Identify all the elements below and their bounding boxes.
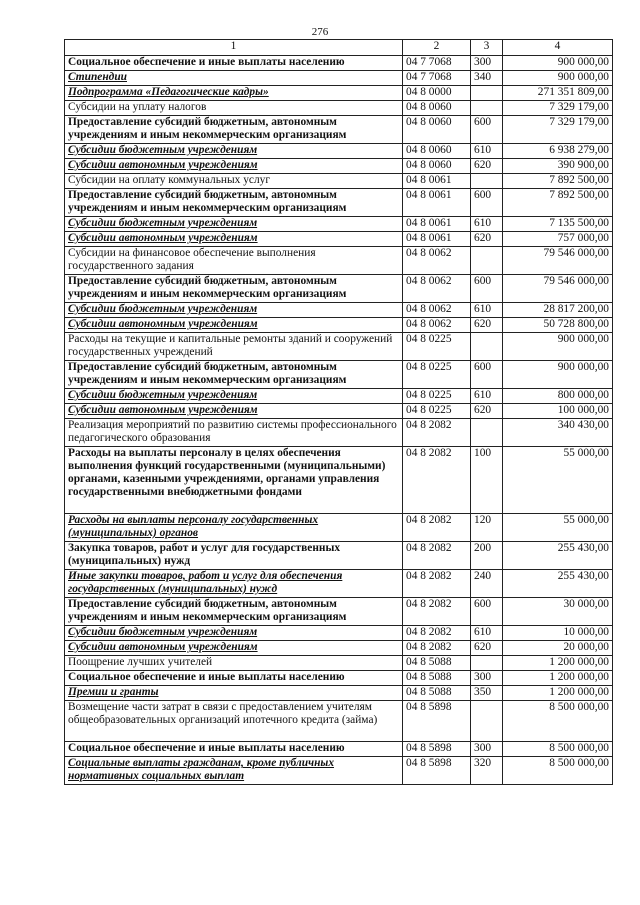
table-row bbox=[65, 656, 613, 671]
row-amount: 28 817 200,00 bbox=[503, 303, 613, 318]
row-amount: 100 000,00 bbox=[503, 404, 613, 419]
table-row bbox=[65, 514, 613, 542]
row-kvr bbox=[471, 247, 503, 275]
table-row bbox=[65, 419, 613, 447]
row-name: Подпрограмма «Педагогические кадры» bbox=[65, 86, 403, 101]
row-amount: 800 000,00 bbox=[503, 389, 613, 404]
row-kvr bbox=[471, 701, 503, 742]
row-amount: 900 000,00 bbox=[503, 71, 613, 86]
row-name: Иные закупки товаров, работ и услуг для обеспечения государственных (муниципальных) нужд bbox=[65, 570, 403, 598]
table-row bbox=[65, 275, 613, 303]
row-code: 04 8 0061 bbox=[403, 217, 471, 232]
row-code: 04 8 2082 bbox=[403, 419, 471, 447]
row-kvr: 610 bbox=[471, 303, 503, 318]
row-code: 04 8 0060 bbox=[403, 144, 471, 159]
table-row bbox=[65, 361, 613, 389]
row-kvr: 320 bbox=[471, 757, 503, 785]
table-row bbox=[65, 686, 613, 701]
row-name: Предоставление субсидий бюджетным, автономным учреждениям и иным некоммерческим организациям bbox=[65, 116, 403, 144]
row-name: Субсидии бюджетным учреждениям bbox=[65, 303, 403, 318]
row-amount: 7 892 500,00 bbox=[503, 189, 613, 217]
row-code: 04 8 0225 bbox=[403, 389, 471, 404]
row-amount: 8 500 000,00 bbox=[503, 701, 613, 742]
row-kvr: 300 bbox=[471, 671, 503, 686]
row-code: 04 8 5898 bbox=[403, 757, 471, 785]
row-name: Социальные выплаты гражданам, кроме публичных нормативных социальных выплат bbox=[65, 757, 403, 785]
row-kvr: 240 bbox=[471, 570, 503, 598]
table-row bbox=[65, 217, 613, 232]
row-amount: 30 000,00 bbox=[503, 598, 613, 626]
budget-table bbox=[64, 39, 613, 785]
row-kvr bbox=[471, 174, 503, 189]
row-amount: 20 000,00 bbox=[503, 641, 613, 656]
row-kvr: 620 bbox=[471, 641, 503, 656]
row-amount: 7 135 500,00 bbox=[503, 217, 613, 232]
row-name: Стипендии bbox=[65, 71, 403, 86]
row-name: Поощрение лучших учителей bbox=[65, 656, 403, 671]
row-amount: 900 000,00 bbox=[503, 56, 613, 71]
row-amount: 255 430,00 bbox=[503, 570, 613, 598]
row-code: 04 8 0062 bbox=[403, 275, 471, 303]
row-kvr: 610 bbox=[471, 389, 503, 404]
row-kvr: 620 bbox=[471, 159, 503, 174]
table-row bbox=[65, 189, 613, 217]
table-row bbox=[65, 701, 613, 742]
row-code: 04 8 0061 bbox=[403, 189, 471, 217]
row-kvr bbox=[471, 86, 503, 101]
table-header bbox=[65, 40, 613, 56]
row-name: Субсидии на финансовое обеспечение выполнения государственного задания bbox=[65, 247, 403, 275]
row-code: 04 8 2082 bbox=[403, 447, 471, 514]
row-code: 04 8 2082 bbox=[403, 641, 471, 656]
page-number: 276 bbox=[311, 26, 329, 38]
row-amount: 757 000,00 bbox=[503, 232, 613, 247]
row-name: Предоставление субсидий бюджетным, автономным учреждениям и иным некоммерческим организациям bbox=[65, 598, 403, 626]
row-name: Расходы на выплаты персоналу государственных (муниципальных) органов bbox=[65, 514, 403, 542]
row-kvr bbox=[471, 419, 503, 447]
row-kvr: 610 bbox=[471, 144, 503, 159]
column-header-amount: 4 bbox=[503, 40, 613, 56]
row-kvr: 620 bbox=[471, 232, 503, 247]
row-kvr: 610 bbox=[471, 626, 503, 641]
row-amount: 1 200 000,00 bbox=[503, 686, 613, 701]
table-row bbox=[65, 101, 613, 116]
row-code: 04 8 2082 bbox=[403, 570, 471, 598]
row-code: 04 8 0062 bbox=[403, 247, 471, 275]
table-row bbox=[65, 626, 613, 641]
row-amount: 8 500 000,00 bbox=[503, 742, 613, 757]
row-code: 04 8 5898 bbox=[403, 742, 471, 757]
row-amount: 50 728 800,00 bbox=[503, 318, 613, 333]
table-row bbox=[65, 232, 613, 247]
row-name: Субсидии автономным учреждениям bbox=[65, 641, 403, 656]
row-amount: 271 351 809,00 bbox=[503, 86, 613, 101]
row-code: 04 8 0225 bbox=[403, 333, 471, 361]
table-row bbox=[65, 389, 613, 404]
table-row bbox=[65, 318, 613, 333]
row-name: Субсидии автономным учреждениям bbox=[65, 318, 403, 333]
table-row bbox=[65, 144, 613, 159]
table-row bbox=[65, 404, 613, 419]
row-amount: 1 200 000,00 bbox=[503, 656, 613, 671]
row-code: 04 8 0225 bbox=[403, 361, 471, 389]
row-name: Социальное обеспечение и иные выплаты населению bbox=[65, 56, 403, 71]
row-amount: 55 000,00 bbox=[503, 447, 613, 514]
table-row bbox=[65, 86, 613, 101]
row-kvr: 600 bbox=[471, 116, 503, 144]
row-code: 04 8 0000 bbox=[403, 86, 471, 101]
row-name: Субсидии на оплату коммунальных услуг bbox=[65, 174, 403, 189]
row-name: Закупка товаров, работ и услуг для государственных (муниципальных) нужд bbox=[65, 542, 403, 570]
row-kvr: 340 bbox=[471, 71, 503, 86]
row-code: 04 8 5898 bbox=[403, 701, 471, 742]
row-code: 04 8 0060 bbox=[403, 116, 471, 144]
row-kvr bbox=[471, 656, 503, 671]
table-row bbox=[65, 641, 613, 656]
table-row bbox=[65, 303, 613, 318]
row-code: 04 8 0062 bbox=[403, 318, 471, 333]
table-row bbox=[65, 757, 613, 785]
row-code: 04 8 2082 bbox=[403, 626, 471, 641]
header-row bbox=[65, 40, 613, 56]
row-amount: 79 546 000,00 bbox=[503, 247, 613, 275]
table-row bbox=[65, 671, 613, 686]
row-name: Предоставление субсидий бюджетным, автономным учреждениям и иным некоммерческим организациям bbox=[65, 189, 403, 217]
column-header-kvr: 3 bbox=[471, 40, 503, 56]
row-kvr: 620 bbox=[471, 318, 503, 333]
row-amount: 900 000,00 bbox=[503, 361, 613, 389]
table-body bbox=[65, 56, 613, 785]
row-amount: 8 500 000,00 bbox=[503, 757, 613, 785]
row-code: 04 8 2082 bbox=[403, 514, 471, 542]
row-kvr: 300 bbox=[471, 56, 503, 71]
row-kvr bbox=[471, 333, 503, 361]
row-code: 04 8 0060 bbox=[403, 159, 471, 174]
table-row bbox=[65, 598, 613, 626]
row-kvr: 350 bbox=[471, 686, 503, 701]
row-name: Предоставление субсидий бюджетным, автономным учреждениям и иным некоммерческим организациям bbox=[65, 275, 403, 303]
table-row bbox=[65, 570, 613, 598]
row-name: Субсидии автономным учреждениям bbox=[65, 404, 403, 419]
table-row bbox=[65, 159, 613, 174]
row-kvr: 120 bbox=[471, 514, 503, 542]
table-row bbox=[65, 247, 613, 275]
row-name: Социальное обеспечение и иные выплаты населению bbox=[65, 671, 403, 686]
row-amount: 10 000,00 bbox=[503, 626, 613, 641]
table-row bbox=[65, 71, 613, 86]
row-kvr: 600 bbox=[471, 598, 503, 626]
row-kvr: 100 bbox=[471, 447, 503, 514]
row-amount: 340 430,00 bbox=[503, 419, 613, 447]
row-name: Предоставление субсидий бюджетным, автономным учреждениям и иным некоммерческим организациям bbox=[65, 361, 403, 389]
column-header-code: 2 bbox=[403, 40, 471, 56]
row-amount: 7 329 179,00 bbox=[503, 101, 613, 116]
row-name: Возмещение части затрат в связи с предоставлением учителям общеобразовательных организаций ипотечного кредита (займа) bbox=[65, 701, 403, 742]
table-row bbox=[65, 56, 613, 71]
row-kvr: 610 bbox=[471, 217, 503, 232]
row-name: Субсидии бюджетным учреждениям bbox=[65, 217, 403, 232]
row-name: Расходы на выплаты персоналу в целях обеспечения выполнения функций государственными (муниципальными) органами, казенными учреждениями, органами управления государственными внебюджетными фондами bbox=[65, 447, 403, 514]
row-code: 04 8 0061 bbox=[403, 174, 471, 189]
row-code: 04 8 0061 bbox=[403, 232, 471, 247]
row-code: 04 8 5088 bbox=[403, 671, 471, 686]
row-amount: 255 430,00 bbox=[503, 542, 613, 570]
row-name: Субсидии автономным учреждениям bbox=[65, 159, 403, 174]
row-kvr bbox=[471, 101, 503, 116]
row-amount: 79 546 000,00 bbox=[503, 275, 613, 303]
row-kvr: 600 bbox=[471, 189, 503, 217]
table-row bbox=[65, 542, 613, 570]
row-name: Расходы на текущие и капитальные ремонты зданий и сооружений государственных учреждений bbox=[65, 333, 403, 361]
table-row bbox=[65, 174, 613, 189]
row-code: 04 7 7068 bbox=[403, 56, 471, 71]
row-code: 04 7 7068 bbox=[403, 71, 471, 86]
row-name: Реализация мероприятий по развитию системы профессионального педагогического образования bbox=[65, 419, 403, 447]
table-row bbox=[65, 116, 613, 144]
row-name: Субсидии бюджетным учреждениям bbox=[65, 626, 403, 641]
row-amount: 7 329 179,00 bbox=[503, 116, 613, 144]
row-amount: 7 892 500,00 bbox=[503, 174, 613, 189]
row-amount: 900 000,00 bbox=[503, 333, 613, 361]
row-kvr: 300 bbox=[471, 742, 503, 757]
row-kvr: 200 bbox=[471, 542, 503, 570]
table-row bbox=[65, 333, 613, 361]
row-amount: 55 000,00 bbox=[503, 514, 613, 542]
row-code: 04 8 2082 bbox=[403, 598, 471, 626]
row-name: Премии и гранты bbox=[65, 686, 403, 701]
row-amount: 390 900,00 bbox=[503, 159, 613, 174]
row-name: Субсидии на уплату налогов bbox=[65, 101, 403, 116]
row-kvr: 600 bbox=[471, 275, 503, 303]
row-code: 04 8 0225 bbox=[403, 404, 471, 419]
table-row bbox=[65, 447, 613, 514]
table-row bbox=[65, 742, 613, 757]
row-amount: 1 200 000,00 bbox=[503, 671, 613, 686]
row-kvr: 600 bbox=[471, 361, 503, 389]
row-amount: 6 938 279,00 bbox=[503, 144, 613, 159]
row-name: Субсидии бюджетным учреждениям bbox=[65, 389, 403, 404]
row-code: 04 8 0062 bbox=[403, 303, 471, 318]
column-header-name: 1 bbox=[65, 40, 403, 56]
row-name: Субсидии бюджетным учреждениям bbox=[65, 144, 403, 159]
row-code: 04 8 2082 bbox=[403, 542, 471, 570]
row-code: 04 8 5088 bbox=[403, 686, 471, 701]
row-code: 04 8 5088 bbox=[403, 656, 471, 671]
row-name: Социальное обеспечение и иные выплаты населению bbox=[65, 742, 403, 757]
row-kvr: 620 bbox=[471, 404, 503, 419]
row-name: Субсидии автономным учреждениям bbox=[65, 232, 403, 247]
row-code: 04 8 0060 bbox=[403, 101, 471, 116]
